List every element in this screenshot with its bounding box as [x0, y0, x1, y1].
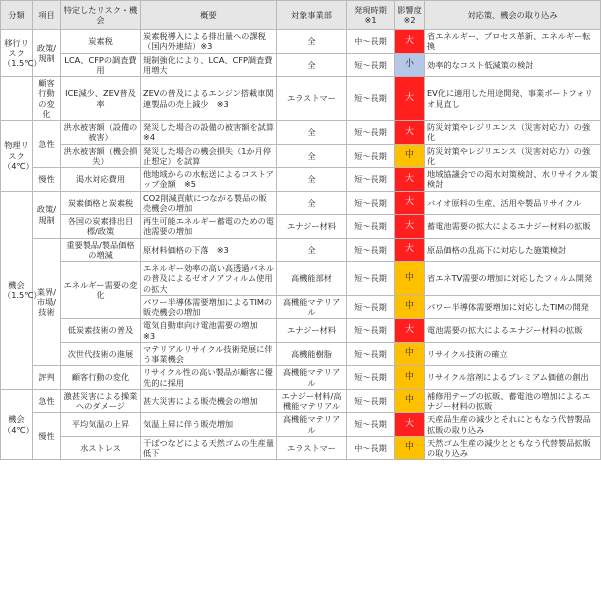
division-cell: 全 — [277, 53, 347, 77]
response-cell: 地域協議会での渇水対策検討、水リサイクル策検討 — [425, 168, 601, 192]
impact-cell: 中 — [395, 436, 425, 460]
response-cell: 防災対策やレジリエンス（災害対応力）の強化 — [425, 121, 601, 145]
item-reputation: 評判 — [33, 366, 61, 390]
impact-cell: 大 — [395, 168, 425, 192]
header-response: 対応策、機会の取り込み — [425, 1, 601, 30]
summary-cell: 規制強化により、LCA、CFP調査費用増大 — [141, 53, 277, 77]
table-row — [1, 262, 601, 296]
item-acute: 急性 — [33, 121, 61, 168]
timing-cell: 中～長期 — [347, 30, 395, 54]
timing-cell: 短～長期 — [347, 389, 395, 413]
impact-cell: 大 — [395, 121, 425, 145]
summary-cell: エネルギー効率の高い高透過パネルの普及によるゼオノアフィルム使用の拡大 — [141, 262, 277, 296]
division-cell: エナジー材料/高機能マテリアル — [277, 389, 347, 413]
risk-cell: 次世代技術の進展 — [61, 342, 141, 366]
timing-cell: 短～長期 — [347, 319, 395, 343]
item-chronic: 慢性 — [33, 168, 61, 192]
division-cell: エラストマー — [277, 77, 347, 121]
risk-cell: 激甚災害による操業へのダメージ — [61, 389, 141, 413]
summary-cell: 甚大災害による販売機会の増加 — [141, 389, 277, 413]
division-cell: エナジー材料 — [277, 215, 347, 239]
timing-cell: 短～長期 — [347, 215, 395, 239]
item-policy: 政策/規制 — [33, 30, 61, 77]
response-cell: 天然ゴム生産の減少とともなう代替製品拡販の取り込み — [425, 436, 601, 460]
division-cell: 全 — [277, 121, 347, 145]
impact-cell: 中 — [395, 342, 425, 366]
timing-cell: 短～長期 — [347, 238, 395, 262]
division-cell: 全 — [277, 168, 347, 192]
table-row — [1, 144, 601, 168]
risk-cell: 洪水被害額（設備の被害） — [61, 121, 141, 145]
impact-cell: 中 — [395, 295, 425, 319]
header-risk: 特定したリスク・機会 — [61, 1, 141, 30]
response-cell: 天産品生産の減少とそれにともなう代替製品拡販の取り込み — [425, 413, 601, 437]
timing-cell: 中～長期 — [347, 436, 395, 460]
summary-cell: 炭素税導入による排出量への課税（国内外連結）※3 — [141, 30, 277, 54]
impact-cell: 大 — [395, 77, 425, 121]
risk-cell: エネルギー需要の変化 — [61, 262, 141, 319]
risk-cell: 水ストレス — [61, 436, 141, 460]
header-timing: 発現時期 ※1 — [347, 1, 395, 30]
impact-cell: 中 — [395, 366, 425, 390]
impact-cell: 大 — [395, 319, 425, 343]
response-cell: 省エネルギー、プロセス革新、エネルギー転換 — [425, 30, 601, 54]
summary-cell: 干ばつなどによる天然ゴムの生産量低下 — [141, 436, 277, 460]
response-cell: バイオ原料の生産、活用や製品リサイクル — [425, 191, 601, 215]
response-cell: 補修用テープの拡販、蓄電池の増加によるエナジー材料の拡販 — [425, 389, 601, 413]
response-cell: 電池需要の拡大によるエナジー材料の拡販 — [425, 319, 601, 343]
table-row — [1, 30, 601, 54]
division-cell: 高機能部材 — [277, 262, 347, 296]
table-row — [1, 389, 601, 413]
header-row — [1, 1, 601, 30]
division-cell: 全 — [277, 238, 347, 262]
item-acute2: 急性 — [33, 389, 61, 413]
response-cell: 原品価格の乱高下に対応した施策検討 — [425, 238, 601, 262]
impact-cell: 小 — [395, 53, 425, 77]
impact-cell: 中 — [395, 262, 425, 296]
risk-cell: 洪水被害額（機会損失） — [61, 144, 141, 168]
group-physical-risk: 物理リスク（4℃） — [1, 121, 33, 192]
timing-cell: 短～長期 — [347, 168, 395, 192]
summary-cell: 発災した場合の設備の被害額を試算※4 — [141, 121, 277, 145]
header-impact: 影響度 ※2 — [395, 1, 425, 30]
table-row — [1, 77, 601, 121]
impact-cell: 大 — [395, 238, 425, 262]
header-summary: 概要 — [141, 1, 277, 30]
group-transition-risk: 移行リスク（1.5℃） — [1, 30, 33, 77]
risk-cell: 渇水対応費用 — [61, 168, 141, 192]
timing-cell: 短～長期 — [347, 342, 395, 366]
impact-cell: 中 — [395, 389, 425, 413]
timing-cell: 短～長期 — [347, 191, 395, 215]
division-cell: 高機能樹脂 — [277, 342, 347, 366]
summary-cell: 気温上昇に伴う販売増加 — [141, 413, 277, 437]
group-transition-risk-cont — [1, 77, 33, 121]
division-cell: 全 — [277, 191, 347, 215]
division-cell: 高機能マテリアル — [277, 366, 347, 390]
risk-cell: 炭素価格と炭素税 — [61, 191, 141, 215]
division-cell: 高機能マテリアル — [277, 413, 347, 437]
risk-cell: LCA、CFPの調査費用 — [61, 53, 141, 77]
header-division: 対象事業部 — [277, 1, 347, 30]
table-row — [1, 366, 601, 390]
timing-cell: 短～長期 — [347, 262, 395, 296]
table-row — [1, 342, 601, 366]
risk-cell: 各国の炭素排出目標/政策 — [61, 215, 141, 239]
item-policy2: 政策/規制 — [33, 191, 61, 238]
impact-cell: 中 — [395, 144, 425, 168]
header-category: 分類 — [1, 1, 33, 30]
division-cell: エラストマー — [277, 436, 347, 460]
risk-cell: 重要製品/製品価格の増減 — [61, 238, 141, 262]
table-row — [1, 319, 601, 343]
response-cell: 蓄電池需要の拡大によるエナジー材料の拡販 — [425, 215, 601, 239]
table-row — [1, 215, 601, 239]
impact-cell: 大 — [395, 30, 425, 54]
table-row — [1, 238, 601, 262]
item-market: 業界/市場/技術 — [33, 238, 61, 366]
response-cell: リサイクル溶剤によるプレミアム価値の創出 — [425, 366, 601, 390]
risk-cell: 顧客行動の変化 — [61, 366, 141, 390]
table-row — [1, 436, 601, 460]
timing-cell: 短～長期 — [347, 144, 395, 168]
table-row — [1, 413, 601, 437]
risk-cell: 炭素税 — [61, 30, 141, 54]
summary-cell: マテリアルリサイクル技術発展に伴う事業機会 — [141, 342, 277, 366]
timing-cell: 短～長期 — [347, 121, 395, 145]
header-item: 項目 — [33, 1, 61, 30]
timing-cell: 短～長期 — [347, 77, 395, 121]
table-row — [1, 53, 601, 77]
response-cell: パワー半導体需要増加に対応したTIMの開発 — [425, 295, 601, 319]
summary-cell: ZEVの普及によるエンジン搭載車関連製品の売上減少 ※3 — [141, 77, 277, 121]
response-cell: EV化に適用した用途開発、事業ポートフォリオ見直し — [425, 77, 601, 121]
summary-cell: 再生可能エネルギー蓄電のための電池需要の増加 — [141, 215, 277, 239]
item-chronic2: 慢性 — [33, 413, 61, 460]
response-cell: 効率的なコスト低減策の検討 — [425, 53, 601, 77]
risk-cell: ICE減少、ZEV普及率 — [61, 77, 141, 121]
timing-cell: 短～長期 — [347, 53, 395, 77]
timing-cell: 短～長期 — [347, 413, 395, 437]
group-opportunity-15: 機会（1.5℃） — [1, 191, 33, 389]
summary-cell: 他地域からの水転送によるコストアップ金額 ※5 — [141, 168, 277, 192]
table-row — [1, 191, 601, 215]
division-cell: 高機能マテリアル — [277, 295, 347, 319]
impact-cell: 大 — [395, 413, 425, 437]
impact-cell: 大 — [395, 191, 425, 215]
summary-cell: 電気自動車向け電池需要の増加 ※3 — [141, 319, 277, 343]
response-cell: 防災対策やレジリエンス（災害対応力）の強化 — [425, 144, 601, 168]
table-row — [1, 168, 601, 192]
summary-cell: パワー半導体需要増加によるTIMの販売機会の増加 — [141, 295, 277, 319]
summary-cell: 発災した場合の機会損失（1か月停止想定）を試算 — [141, 144, 277, 168]
division-cell: エナジー材料 — [277, 319, 347, 343]
division-cell: 全 — [277, 144, 347, 168]
summary-cell: 原材料価格の下落 ※3 — [141, 238, 277, 262]
response-cell: 省エネTV需要の増加に対応したフィルム開発 — [425, 262, 601, 296]
risk-cell: 平均気温の上昇 — [61, 413, 141, 437]
group-opportunity-4: 機会（4℃） — [1, 389, 33, 460]
impact-cell: 大 — [395, 215, 425, 239]
summary-cell: CO2削減貢献につながる製品の販売機会の増加 — [141, 191, 277, 215]
item-customer: 顧客行動の変化 — [33, 77, 61, 121]
timing-cell: 短～長期 — [347, 366, 395, 390]
risk-cell: 低炭素技術の普及 — [61, 319, 141, 343]
division-cell: 全 — [277, 30, 347, 54]
summary-cell: リサイクル性の高い製品が顧客に優先的に採用 — [141, 366, 277, 390]
response-cell: リサイクル技術の確立 — [425, 342, 601, 366]
timing-cell: 短～長期 — [347, 295, 395, 319]
table-row — [1, 121, 601, 145]
